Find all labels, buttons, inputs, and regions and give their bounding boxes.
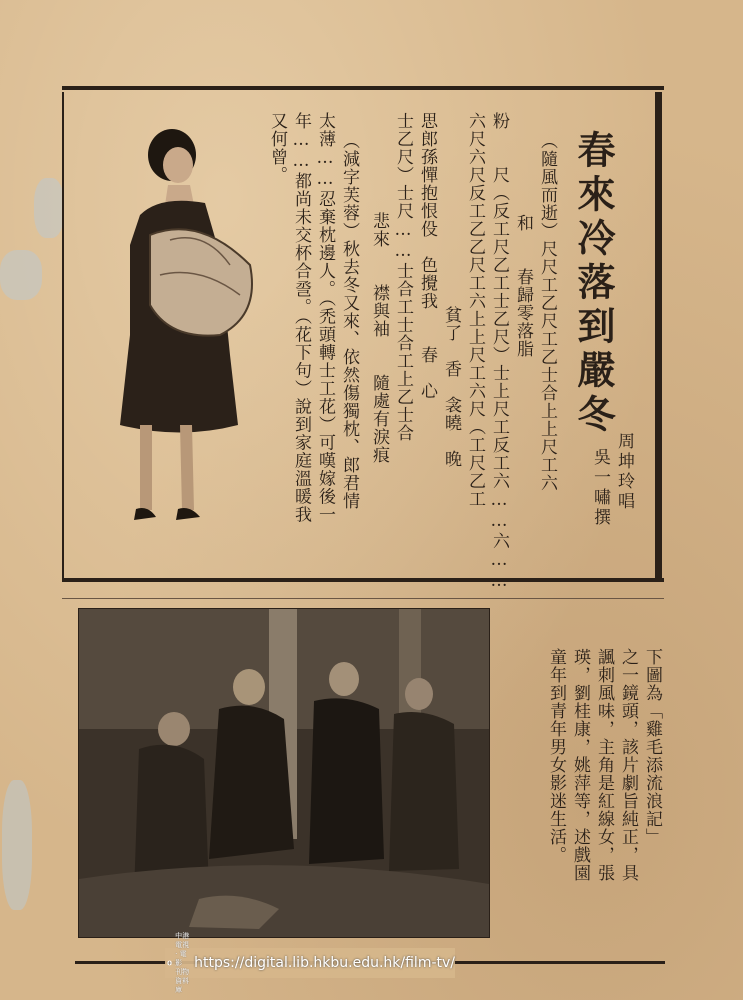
lyric-column: 士乙尺）士尺……士合工士合工上乙士合: [393, 112, 413, 442]
watermark-org-line1: 中港電視 · 電影: [175, 931, 190, 967]
film-reel-icon: [167, 951, 172, 975]
lyric-column: 和 春歸零落脂: [513, 214, 533, 358]
caption-column: 之一鏡頭，該片劇旨純正，具: [618, 648, 638, 882]
watermark-org-line2: 刊物資料庫: [175, 967, 190, 994]
lyric-column: 又何曾。: [267, 112, 287, 184]
woman-figure-image: [110, 125, 260, 535]
song-title: 春來冷落到嚴冬: [571, 130, 616, 438]
lyric-column: 太薄……忍棄枕邊人。（禿頭轉士工花）可嘆嫁後一: [315, 112, 335, 524]
caption-column: 下圖為「雞毛添流浪記」: [642, 648, 662, 846]
lyric-column: （隨風而逝）尺尺工乙尺工乙士合上上尺工六: [537, 132, 557, 492]
frame-bottom-rule: [62, 578, 664, 582]
lyric-column: 思郎孫憚抱恨伇 色攪我 春 心: [417, 112, 437, 400]
watermark-url[interactable]: https://digital.lib.hkbu.edu.hk/film-tv/: [194, 955, 455, 971]
film-still-image: [79, 609, 489, 937]
lyricist-credit: 吳一嘯撰: [590, 448, 610, 528]
top-rule: [62, 86, 664, 90]
caption-column: 諷刺風味，主角是紅線女，張: [594, 648, 614, 882]
divider-rule: [62, 598, 664, 599]
lyric-column: （減字芙蓉）秋去冬又來、依然傷獨枕、郎君情: [339, 132, 359, 510]
lyric-column: 悲來 襟與袖 隨處有淚痕: [369, 212, 389, 464]
caption-column: 瑛，劉桂康，姚萍等，述戲園: [570, 648, 590, 882]
lyric-column: 粉 尺（反工尺乙工士乙尺）士上尺工反工六……六……: [489, 112, 509, 592]
archive-watermark: [165, 931, 455, 994]
frame-right-edge: [655, 92, 660, 582]
lyric-column: 貧了 香 衾曉 晚: [441, 270, 461, 468]
paper-stain: [0, 250, 42, 300]
lyric-column: 年……都尚未交杯合巹。（花下句）說到家庭溫暖我: [291, 112, 311, 524]
paper-stain: [2, 780, 32, 910]
film-still-photo: [78, 608, 490, 938]
singer-credit: 周坤玲唱: [614, 432, 634, 512]
watermark-org-name: [175, 932, 190, 995]
paper-stain: [34, 178, 64, 238]
lyric-column: 六尺六尺反工乙乙尺工六上上尺工六尺（工尺乙工: [465, 112, 485, 508]
caption-column: 童年到青年男女影迷生活。: [546, 648, 566, 864]
